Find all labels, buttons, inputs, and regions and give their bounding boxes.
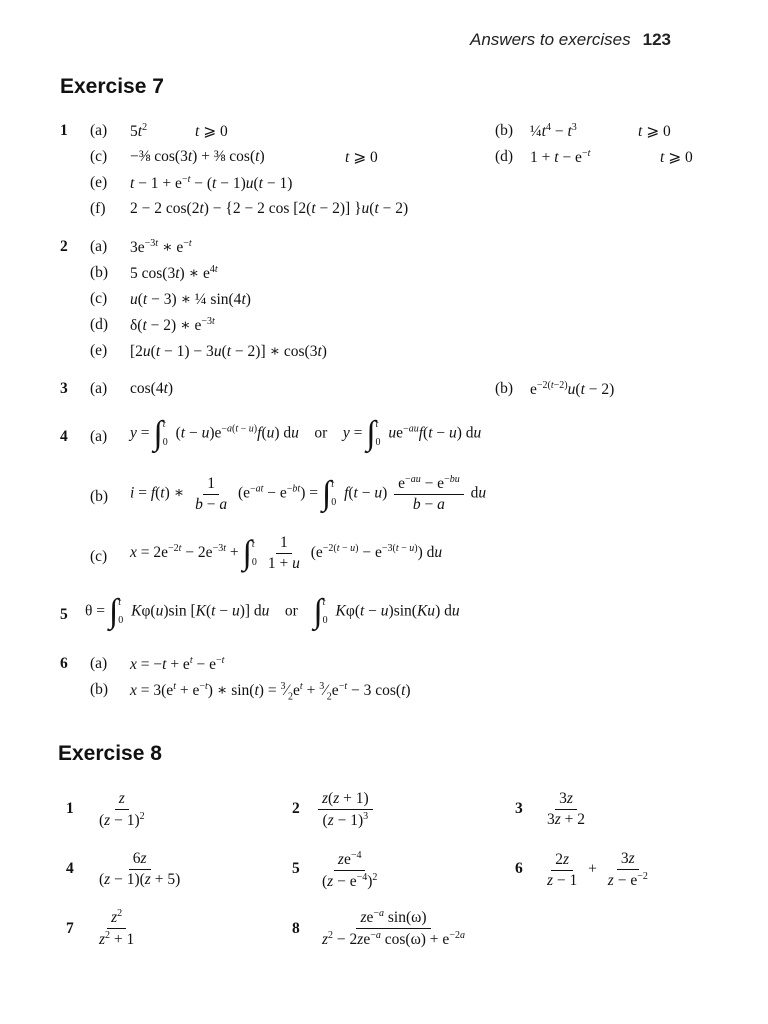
condition: t ⩾ 0 xyxy=(195,123,228,140)
question-number: 4 xyxy=(60,428,68,445)
answer-8-7: $\frac{z^2}{z^2 + 1}$ xyxy=(99,908,135,949)
part-label: (b) xyxy=(495,380,514,397)
part-label: (e) xyxy=(90,342,108,359)
part-label: (b) xyxy=(90,264,109,281)
answer-8-4: $\frac{6z}{(z - 1)(z + 5)}$ xyxy=(99,850,181,888)
part-label: (a) xyxy=(90,655,108,672)
part-label: (d) xyxy=(495,148,514,165)
or-text: or xyxy=(284,602,298,620)
condition: t ⩾ 0 xyxy=(638,123,671,140)
item-number: 7 xyxy=(66,920,74,937)
answer-6b: $x = 3(e^t + e^{-t})$ ∗ $\sin(t) = ^3⁄_2e^t$ + $^3⁄_2e^{-t} - 3$ cos(t) xyxy=(130,681,411,703)
part-label: (a) xyxy=(90,122,108,139)
part-label: (b) xyxy=(90,488,109,505)
answer-4b: i = f(t) ∗ $\frac{1}{b - a}$ $(e^{-at} - e^{-bt})$ = ∫ t 0 f(t − u) $\frac{e^{-au} - e^{-bu}}{b - a}$ du xyxy=(130,474,487,514)
answer-3a: cos(4t) xyxy=(130,380,174,397)
exercise-7-title: Exercise 7 xyxy=(60,75,164,98)
answer-6a: $x = -t + e^t - e^{-t}$ xyxy=(130,655,225,674)
item-number: 5 xyxy=(292,860,300,877)
question-number: 5 xyxy=(60,606,68,623)
answer-1c: −⅜ cos(3t) + ⅜ cos(t) xyxy=(130,148,265,165)
answer-8-3: $\frac{3z}{3z + 2}$ xyxy=(547,790,586,828)
answer-1b: $\frac{1}{4}t^4 - t^3$ xyxy=(530,122,577,141)
answer-8-6: $\frac{2z}{z - 1}$ + $\frac{3z}{z - e^{-2}}$ xyxy=(547,850,648,890)
part-label: (c) xyxy=(90,290,108,307)
part-label: (c) xyxy=(90,548,108,565)
answer-8-2: $\frac{z(z + 1)}{(z - 1)^3}$ xyxy=(315,790,376,830)
answer-2a: $3e^{-3t}$ ∗ $e^{-t}$ xyxy=(130,238,192,257)
answer-8-8: $\frac{ze^{-a} \sin(\omega)}{z^2 - 2ze^{-a} \cos(\omega) + e^{-2a}}$ xyxy=(322,908,465,949)
item-number: 6 xyxy=(515,860,523,877)
answer-4a: y = ∫ t 0 $(t - u)e^{-a(t - u)}f(u)$ du or y = ∫ t 0 $ue^{-au}f(t - u)$ du xyxy=(130,415,482,452)
answer-2d: δ(t − 2) ∗ $e^{-3t}$ xyxy=(130,316,215,335)
item-number: 2 xyxy=(292,800,300,817)
part-label: (a) xyxy=(90,238,108,255)
question-number: 1 xyxy=(60,122,68,139)
answer-1a: $5t^2$ xyxy=(130,122,148,141)
answer-1d: $1 + t - e^{-t}$ xyxy=(530,148,591,167)
exercise-8-title: Exercise 8 xyxy=(58,742,162,765)
answer-5: θ = ∫ t 0 Kφ(u)sin [K(t − u)] du or ∫ t 0 Kφ(t − u)sin(Ku) du xyxy=(85,593,460,630)
condition: t ⩾ 0 xyxy=(345,149,378,166)
part-label: (a) xyxy=(90,380,108,397)
part-label: (b) xyxy=(90,681,109,698)
answer-3b: $e^{-2(t-2)}u(t - 2)$ xyxy=(530,380,615,399)
answer-1e: $t - 1 + e^{-t} - (t - 1)u(t - 1)$ xyxy=(130,174,293,193)
answer-1f: 2 − 2 cos(2t) − {2 − 2 cos [2(t − 2)] }u(t − 2) xyxy=(130,200,409,217)
answer-8-5: $\frac{ze^{-4}}{(z - e^{-4})^2}$ xyxy=(322,850,378,891)
running-header xyxy=(470,30,671,50)
part-label: (a) xyxy=(90,428,108,445)
question-number: 6 xyxy=(60,655,68,672)
condition: t ⩾ 0 xyxy=(660,149,693,166)
item-number: 8 xyxy=(292,920,300,937)
answer-2c: u(t − 3) ∗ ¼ sin(4t) xyxy=(130,291,251,308)
part-label: (d) xyxy=(90,316,109,333)
part-label: (f) xyxy=(90,200,106,217)
question-number: 2 xyxy=(60,238,68,255)
answer-2e: [2u(t − 1) − 3u(t − 2)] ∗ cos(3t) xyxy=(130,343,327,360)
or-text: or xyxy=(314,424,328,442)
answer-4c: $x = 2e^{-2t} - 2e^{-3t}$ + ∫ t 0 $\frac{1}{1 + u}$ $(e^{-2(t - u)} - e^{-3(t - u)})$ du xyxy=(130,534,443,572)
page-number: 123 xyxy=(642,30,671,49)
part-label: (e) xyxy=(90,174,108,191)
item-number: 3 xyxy=(515,800,523,817)
item-number: 4 xyxy=(66,860,74,877)
question-number: 3 xyxy=(60,380,68,397)
header-title: Answers to exercises xyxy=(470,30,631,49)
part-label: (b) xyxy=(495,122,514,139)
part-label: (c) xyxy=(90,148,108,165)
answer-8-1: $\frac{z}{(z - 1)^2}$ xyxy=(99,790,145,830)
answer-2b: 5 cos(3t) ∗ $e^{4t}$ xyxy=(130,264,218,283)
item-number: 1 xyxy=(66,800,74,817)
